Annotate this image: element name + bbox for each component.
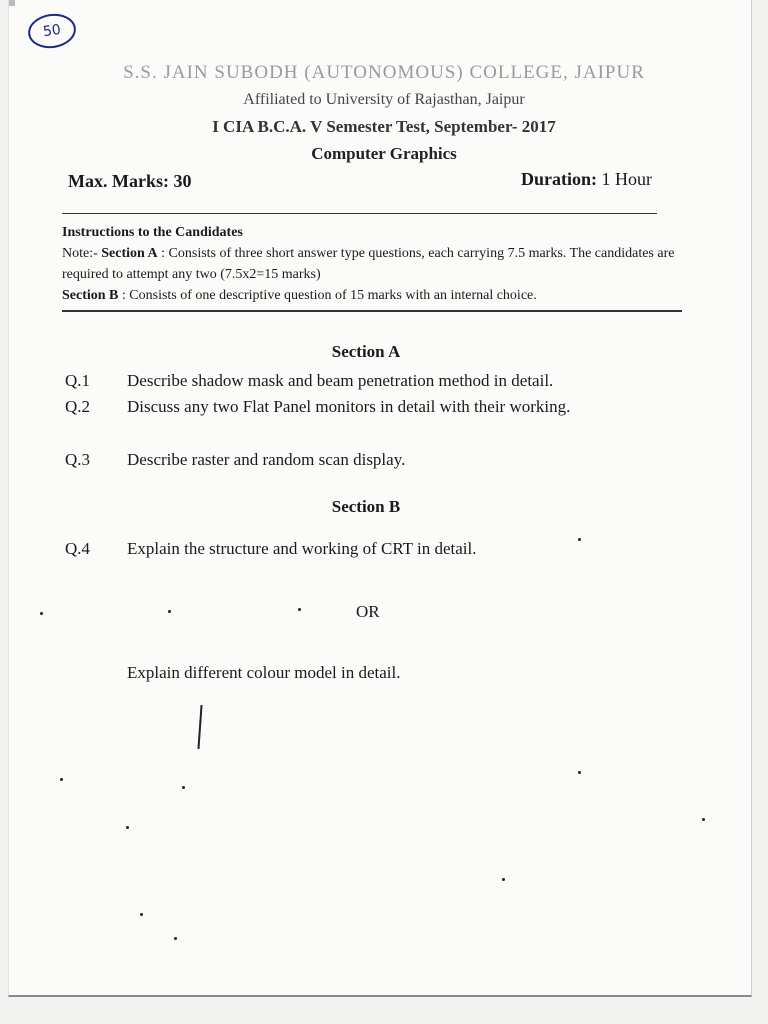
section-a-title: Section A xyxy=(331,342,401,361)
question-number: Q.1 xyxy=(65,371,91,390)
speck xyxy=(40,612,43,615)
handwritten-page-number: 50 xyxy=(26,11,78,51)
speck xyxy=(578,538,581,541)
question-number: Q.2 xyxy=(65,397,91,416)
instructions-note xyxy=(62,243,687,285)
speck xyxy=(140,913,143,916)
affiliation: Affiliated to University of Rajasthan, Jaipur xyxy=(243,91,525,108)
speck xyxy=(578,771,581,774)
section-a-label: Section A xyxy=(101,246,158,261)
speck xyxy=(60,778,63,781)
duration-label: Duration: xyxy=(521,169,597,189)
instructions-block xyxy=(62,222,687,306)
speck xyxy=(182,786,185,789)
margin-mark xyxy=(9,0,15,6)
speck xyxy=(174,937,177,940)
section-a-text: : Consists of three short answer type questions, each carrying 7.5 marks. The candidates are required to attempt any two (7.5x2=15 marks) xyxy=(62,246,675,282)
instructions-heading: Instructions to the Candidates xyxy=(62,225,243,240)
question-number: Q.4 xyxy=(65,539,91,558)
note-prefix: Note:- xyxy=(62,246,102,261)
max-marks: Max. Marks: 30 xyxy=(68,171,192,191)
divider-top xyxy=(62,213,657,214)
instructions-section-b xyxy=(62,285,687,306)
section-b-label: Section B xyxy=(62,288,119,303)
alternative-question: Explain different colour model in detail. xyxy=(127,663,401,682)
question-number: Q.3 xyxy=(65,450,91,469)
question-text: Explain the structure and working of CRT in detail. xyxy=(127,539,477,558)
speck xyxy=(298,608,301,611)
divider-bottom xyxy=(62,310,682,312)
speck xyxy=(702,818,705,821)
section-b-title: Section B xyxy=(331,497,401,516)
subject-title: Computer Graphics xyxy=(311,144,457,163)
question-text: Discuss any two Flat Panel monitors in detail with their working. xyxy=(127,397,571,416)
section-b-text: : Consists of one descriptive question of 15 marks with an internal choice. xyxy=(118,288,537,303)
speck xyxy=(168,610,171,613)
duration-value: 1 Hour xyxy=(601,169,652,189)
college-name: S.S. JAIN SUBODH (AUTONOMOUS) COLLEGE, JAIPUR xyxy=(123,62,645,83)
duration xyxy=(521,169,652,190)
speck xyxy=(126,826,129,829)
or-label: OR xyxy=(356,602,380,621)
question-text: Describe raster and random scan display. xyxy=(127,450,406,469)
question-text: Describe shadow mask and beam penetration method in detail. xyxy=(127,371,554,390)
test-title: I CIA B.C.A. V Semester Test, September- 2017 xyxy=(212,117,556,136)
speck xyxy=(502,878,505,881)
